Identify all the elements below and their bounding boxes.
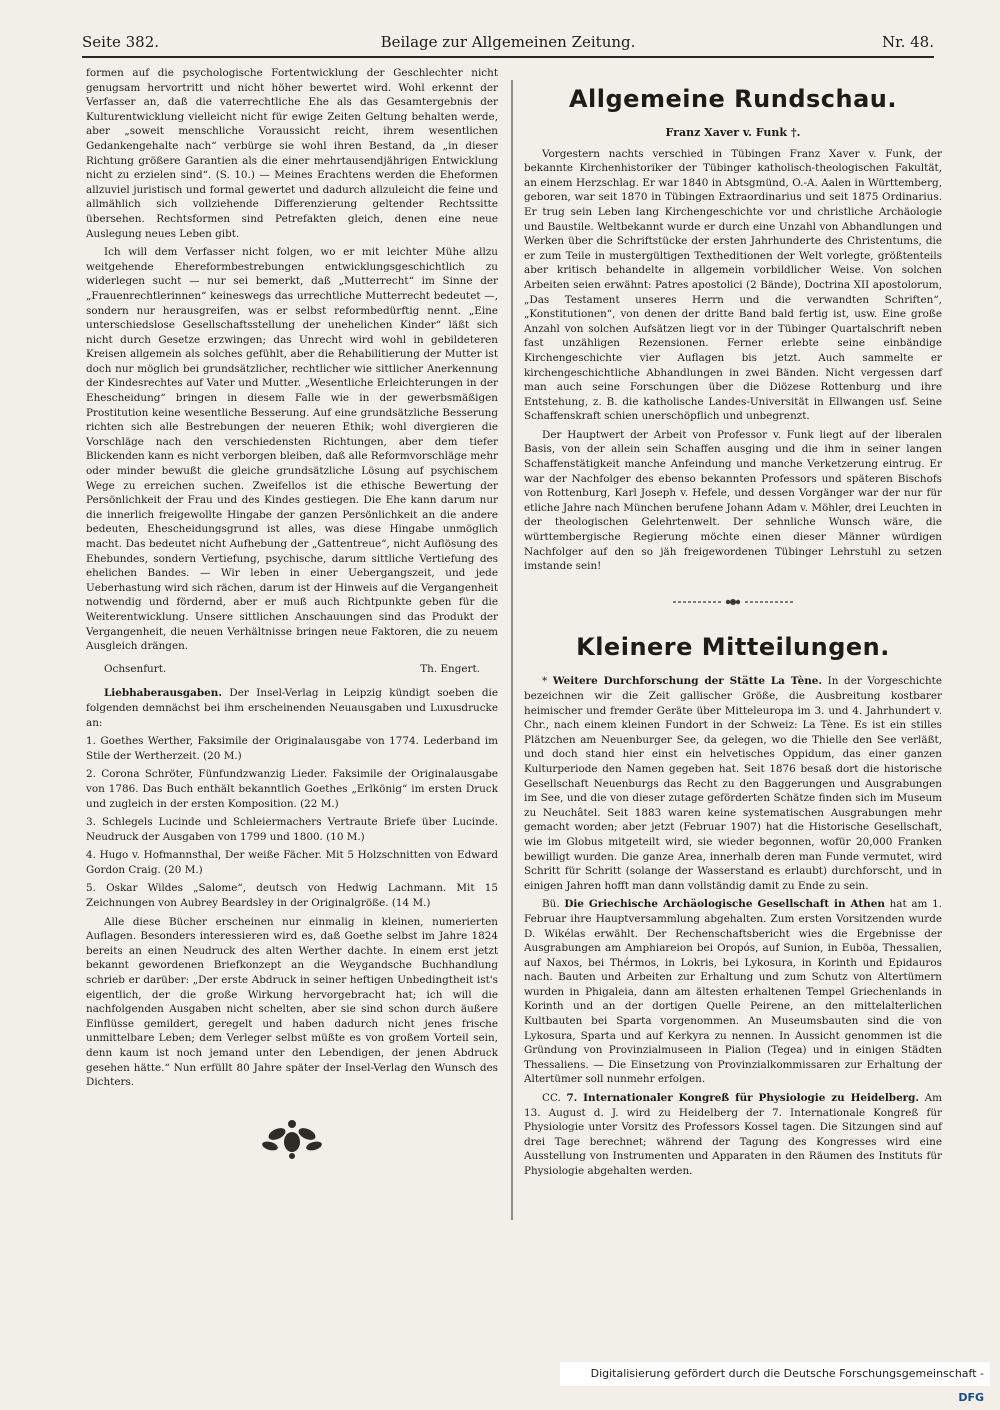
- vignette-icon: [252, 1112, 332, 1162]
- funk-heading: Franz Xaver v. Funk †.: [665, 126, 801, 139]
- essay-paragraph: Ich will dem Verfasser nicht folgen, wo er mit leichter Mühe allzu weitgehende Ehereformbestrebungen entwicklungsgeschichtlich zu widerlegen sucht — nur sei bemerkt, daß „Mutterrecht“ im Sinne der „Frauenrechtlerinnen“ keineswegs das urrechtliche Mutterrecht bedeutet —, sondern nur herausgreifen, was er selbst reformbedürftig nennt. „Eine unterschiedslose Gesellschaftsstellung der unehelichen Kinder“ läßt sich nicht durch Gesetze erzwingen; das Unrecht wird wohl in gebildeteren Kreisen allgemein als solches gefühlt, aber die Rehabilitierung der Mutter ist doch nur möglich bei grundsätzlicher, rechtlicher wie sittlicher Anerkennung der Kindesrechtes auf Vater und Mutter. „Wesentliche Erleichterungen in der Ehescheidung“ bringen in diesem Falle wie in der gewerbsmäßigen Prostitution keine wesentliche Besserung. Auf eine grundsätzliche Besserung richten sich alle Bestrebungen der neueren Ethik; wohl divergieren die Vorschläge nach den verschiedensten Richtungen, aber dem tiefer Blickenden kann es nicht verborgen bleiben, daß alle Reformvorschläge mehr oder minder bewußt die gleiche grundsätzliche Lösung auf psychischem Wege zu erreichen suchen. Zweifellos ist die ethische Bewertung der Persönlichkeit der Frau und des Kindes gestiegen. Die Ehe kann darum nur die innerlich freigewollte Hingabe der ganzen Persönlichkeit an die andere bedeuten, Ehescheidungsgrund ist alles, was diese Hingabe unmöglich macht. Das bedeutet nicht Aufhebung der „Gattentreue“, nicht Auflösung des Ehebundes, sondern Vertiefung, psychische, darum sittliche Vertiefung des ehelichen Bandes. — Wir leben in einer Uebergangszeit, und jede Ueberhastung wird sich rächen, darum ist der Hinweis auf die Vergangenheit notwendig und fördernd, aber er muß auch Richtpunkte geben für die Weiterentwicklung. Unsere sittlichen Anschauungen sind das Produkt der Vergangenheit, die neuen Verhältnisse bringen neue Faktoren, die zu neuem Ausgleich drängen.: [86, 246, 498, 653]
- rundschau-title: Allgemeine Rundschau.: [568, 85, 898, 113]
- edition-item: 2. Corona Schröter, Fünfundzwanzig Lieder. Faksimile der Originalausgabe von 1786. Das Buch enthält bekanntlich Goethes „Erlkönig“ im ersten Druck und zugleich in der ersten Komposition. (22 M.): [86, 768, 498, 810]
- notice-heading: Weitere Durchforschung der Stätte La Tène.: [552, 675, 823, 688]
- liebhaber-title: Liebhaberausgaben.: [104, 687, 222, 700]
- dfg-logo: DFG: [958, 1391, 984, 1404]
- notice-prefix: CC.: [542, 1092, 561, 1105]
- notice-heading: Die Griechische Archäologische Gesellschaft in Athen: [564, 898, 885, 911]
- notice-text: Am 13. August d. J. wird zu Heidelberg der 7. Internationale Kongreß für Physiologie unter Vorsitz des Professors Kossel tagen. Die Sitzungen sind auf drei Tage berechnet; während der Tagung des Kongresses wird eine Ausstellung von Instrumenten und Apparaten in den Räumen des Instituts für Physiologie abgehalten werden.: [524, 1092, 942, 1177]
- mitteilungen-title: Kleinere Mitteilungen.: [576, 633, 890, 662]
- notice-la-tene: [524, 674, 942, 893]
- notice-athen: [524, 897, 942, 1087]
- newspaper-title: Beilage zur Allgemeinen Zeitung.: [380, 33, 636, 51]
- notice-text: In der Vorgeschichte bezeichnen wir die Zeit gallischer Größe, die Ausbreitung kostbarer heimischer und fremder Geräte über Mitteleuropa im 3. und 4. Jahrhundert v. Chr., nach einem kleinen Fundort in der Schweiz: La Tène. Es ist ein stilles Plätzchen am Neuenburger See, da gelegen, wo die Thielle den See verläßt, und doch stand hier einst ein helvetisches Oppidum, das einer ganzen Kulturperiode den Namen gegeben hat. Seit 1876 besaß dort die historische Gesellschaft Neuenburgs das Recht zu den Baggerungen und Ausgrabungen im See, und die von dieser zutage geförderten Schätze finden sich im Museum zu Neuchâtel. Seit 1883 waren keine systematischen Ausgrabungen mehr gemacht worden; aber jetzt (Februar 1907) hat die Historische Gesellschaft, wie im Globus mitgeteilt wird, sie wieder begonnen, wofür 20,000 Franken bewilligt wurden. Die ganze Area, innerhalb deren man Funde vermutet, wird Schritt für Schritt (solange der Wasserstand es erlaubt) durchforscht, und in einigen Jahren hofft man dann vollständig damit zu Ende zu sein.: [524, 675, 942, 892]
- issue-number: Nr. 48.: [881, 33, 934, 51]
- notice-physiologie: [524, 1091, 942, 1179]
- notice-heading: 7. Internationaler Kongreß für Physiologie zu Heidelberg.: [566, 1092, 920, 1105]
- footer-text: Digitalisierung gefördert durch die Deutsche Forschungsgemeinschaft -: [590, 1367, 984, 1380]
- essay-signature: [86, 658, 498, 687]
- section-divider-ornament-icon: [524, 596, 942, 611]
- signature-author: Th. Engert.: [420, 662, 480, 675]
- left-column: [86, 66, 498, 1162]
- edition-item: 1. Goethes Werther, Faksimile der Originalausgabe von 1774. Lederband im Stile der Wertherzeit. (20 M.): [86, 735, 498, 762]
- essay-paragraph: formen auf die psychologische Fortentwicklung der Geschlechter nicht genugsam hervortritt und nicht höher bewertet wird. Wohl erkennt der Verfasser an, daß die vaterrechtliche Ehe als das Gesamtergebnis der Kulturentwicklung vielleicht nicht für ewige Zeiten Geltung behalten werde, aber „soweit menschliche Voraussicht reicht, ihrem wesentlichen Gedankengehalte nach“ verbürge sie wohl ihren Bestand, da „in dieser Richtung größere Garantien als die einer mehrtausendjährigen Entwicklung nicht zu erzielen sind“. (S. 10.) — Meines Erachtens werden die Eheformen allzuviel juristisch und formal gewertet und dadurch allzuleicht die feine und allmählich sich vollziehende Differenzierung geltender Rechtssitte übersehen. Rechtsformen sind Petrefakten gleich, denen eine neue Auslegung neues Leben gibt.: [86, 67, 498, 240]
- funk-paragraph: Der Hauptwert der Arbeit von Professor v. Funk liegt auf der liberalen Basis, von der allein sein Schaffen ausging und die ihm in seiner langen Schaffenstätigkeit manche Anfeindung und manche Verketzerung eintrug. Er war der Nachfolger des ebenso bekannten Professors und späteren Bischofs von Rottenburg, Karl Joseph v. Hefele, und dessen Vorgänger war der nur für etliche Jahre nach München berufene Johann Adam v. Möhler, drei Leuchten in der theologischen Gelehrtenwelt. Der sehnliche Wunsch wäre, die württembergische Regierung möchte einen dieser Männer würdigen Nachfolger auf den so jäh freigewordenen Tübinger Lehrstuhl zu setzen imstande sein!: [524, 428, 942, 573]
- column-divider: [511, 80, 513, 1220]
- liebhaber-closing: Alle diese Bücher erscheinen nur einmalig in kleinen, numerierten Auflagen. Besonders interessieren wird es, daß Goethe selbst im Jahre 1824 bereits an einen Neudruck des alten Werther dachte. In einem erst jetzt bekannt gewordenen Briefkonzept an die Weygandsche Buchhandlung schrieb er darüber: „Der erste Abdruck in seiner heftigen Unbedingtheit ist's eigentlich, der die große Wirkung hervorgebracht hat; ich will die nachfolgenden Ausgaben nicht schelten, aber sie sind schon durch äußere Einflüsse gemildert, geregelt und haben dadurch nicht jenes frische unmittelbare Leben; dem Verleger selbst müßte es von großem Vorteil sein, denn kaum ist noch jemand unter den Lebendigen, der jenen Abdruck gesehen hätte.“ Nun erfüllt 80 Jahre später der Insel-Verlag den Wunsch des Dichters.: [86, 915, 498, 1089]
- page-number: Seite 382.: [82, 33, 160, 51]
- divider-icon: [673, 597, 793, 607]
- right-column: [524, 66, 942, 1183]
- floral-ornament-icon: [86, 1112, 498, 1162]
- page-header: [82, 30, 934, 58]
- liebhaber-intro: Der Insel-Verlag in Leipzig kündigt soeben die folgenden demnächst bei ihm erscheinenden Neuausgaben und Luxusdrucke an:: [86, 687, 499, 729]
- notice-prefix: *: [542, 675, 548, 688]
- notice-prefix: Bü.: [542, 898, 560, 911]
- digitization-footer: [560, 1362, 990, 1404]
- signature-place: Ochsenfurt.: [104, 662, 167, 675]
- edition-item: 4. Hugo v. Hofmannsthal, Der weiße Fächer. Mit 5 Holzschnitten von Edward Gordon Craig. (20 M.): [86, 849, 498, 876]
- edition-item: 5. Oskar Wildes „Salome“, deutsch von Hedwig Lachmann. Mit 15 Zeichnungen von Aubrey Beardsley in der Originalgröße. (14 M.): [86, 882, 498, 910]
- edition-item: 3. Schlegels Lucinde und Schleiermachers Vertraute Briefe über Lucinde. Neudruck der Ausgaben von 1799 und 1800. (10 M.): [86, 816, 498, 843]
- funk-paragraph: Vorgestern nachts verschied in Tübingen Franz Xaver v. Funk, der bekannte Kirchenhistoriker der Tübinger katholisch-theologischen Fakultät, an einem Herzschlag. Er war 1840 in Abtsgmünd, O.-A. Aalen in Württemberg, geboren, war seit 1870 in Tübingen Extraordinarius und seit 1875 Ordinarius. Er trug sein Leben lang Kirchengeschichte vor und christliche Archäologie und Baustile. Weltbekannt wurde er durch eine Unzahl von Abhandlungen und Werken über die Schriftstücke der ersten Jahrhunderte des Christentums, die er zum Teile in mustergültigen Textheditionen der Welt vorlegte, größtenteils aber kritisch behandelte in allgemein vorbildlicher Weise. Von solchen Arbeiten seien erwähnt: Patres apostolici (2 Bände), Doctrina XII apostolorum, „Das Testament unseres Herrn und die verwandten Schriften“, „Konstitutionen“, von denen der dritte Band bald fertig ist, usw. Eine große Anzahl von solchen Aufsätzen liegt vor in der Tübinger Quartalschrift neben fast unzähligen Rezensionen. Ferner erlebte seine einbändige Kirchengeschichte vier Auflagen bis jetzt. Auch sammelte er kirchengeschichtliche Abhandlungen in zwei Bänden. Nicht vergessen darf man auch seine Forschungen über die Diözese Rottenburg und ihre Entstehung, z. B. die katholische Landes-Universität in Ellwangen usf. Seine Schaffenskraft schien unerschöpflich und unbegrenzt.: [524, 147, 942, 423]
- liebhaber-intro-paragraph: [86, 686, 498, 730]
- notice-text: hat am 1. Februar ihre Hauptversammlung abgehalten. Zum ersten Vorsitzenden wurde D. Wikélas erwählt. Der Rechenschaftsbericht wies die Ergebnisse der Ausgrabungen am Amphiareion bei Oropós, auf Sunion, in Euböa, Thessalien, auf Naxos, bei Thérmos, in Lokris, bei Lykosura, in Korinth und Epidauros nach. Bauten und Arbeiten zur Erhaltung und zum Schutz von Altertümern wurden in Phigaleia, dann am ältesten erhaltenen Tempel Griechenlands in Korinth und an der dortigen Quelle Peirene, an den mittelalterlichen Kultbauten bei Sparta vorgenommen. An Museumsbauten sind die von Lykosura, Sparta und auf Kerkyra zu nennen. In Aussicht genommen ist die Gründung von Provinzialmuseen in Pialion (Tegea) und in einigen Städten Thessaliens. — Die Einsetzung von Provinzialkommissaren zur Erhaltung der Altertümer soll nunmehr erfolgen.: [524, 898, 942, 1086]
